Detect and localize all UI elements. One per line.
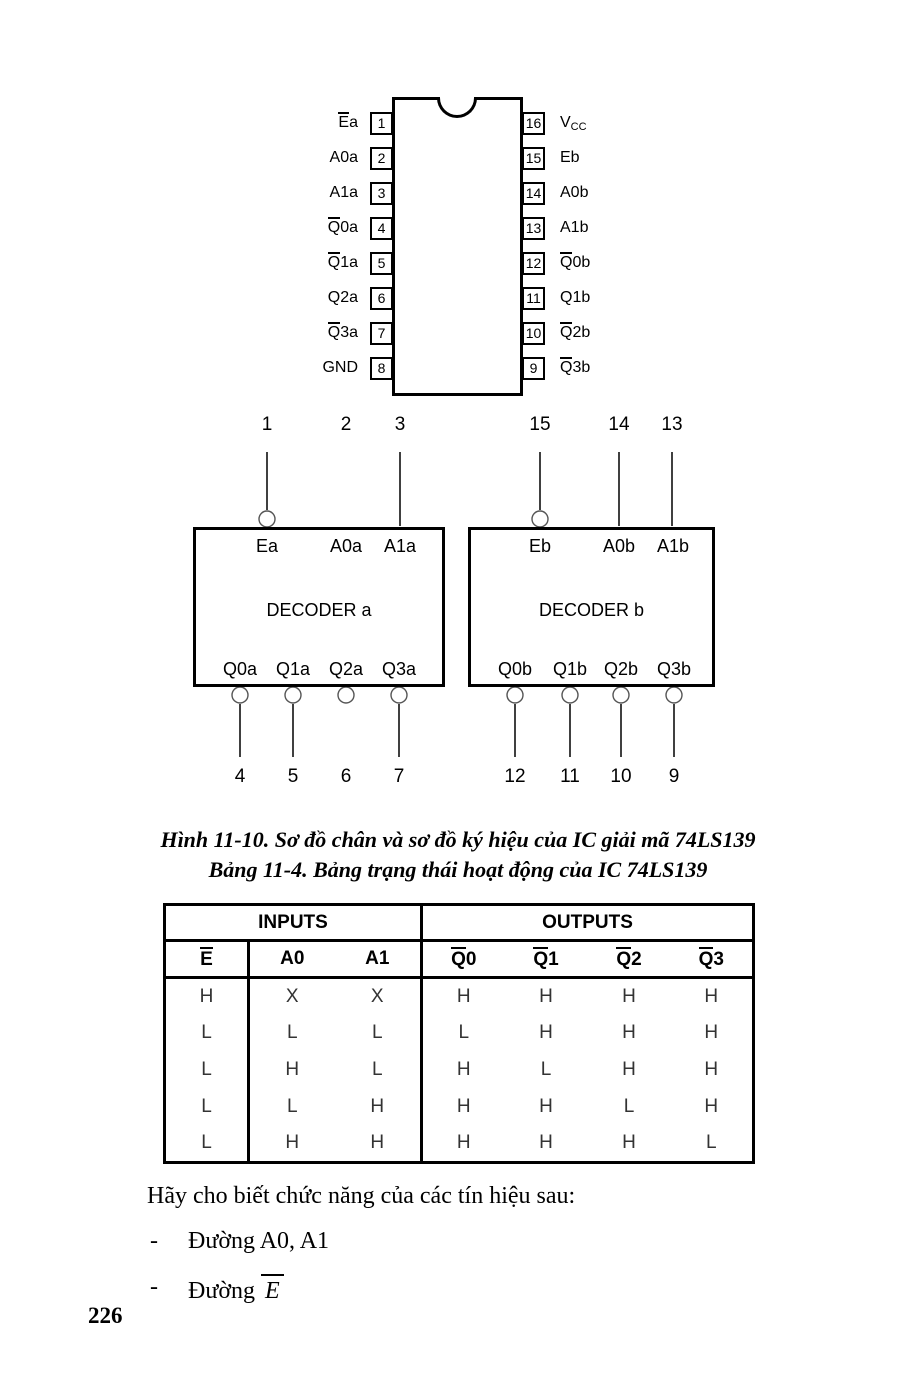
table-group-header-row bbox=[165, 905, 754, 941]
pin-label-GND: GND bbox=[322, 359, 358, 376]
cell: L bbox=[165, 1015, 249, 1052]
cell: H bbox=[704, 1059, 719, 1080]
decoder-a-output-Q3a: Q3a bbox=[381, 659, 417, 679]
cell: H bbox=[456, 1059, 471, 1080]
col-header-Q1: Q1 bbox=[505, 941, 588, 978]
pin-box-13: 13 bbox=[522, 217, 545, 240]
cell: H bbox=[456, 1096, 471, 1117]
cell: H bbox=[335, 1126, 422, 1163]
decoder-a-input-A0a: A0a bbox=[329, 536, 363, 556]
cell: L bbox=[165, 1126, 249, 1163]
decoder-b-output-Q0b: Q0b bbox=[497, 659, 533, 679]
decoder-a-input-Ea: Ea bbox=[255, 536, 279, 556]
sym-pin-10: 10 bbox=[610, 766, 632, 787]
cell: H bbox=[539, 985, 553, 1007]
table-row bbox=[165, 978, 754, 1015]
sym-pin-5: 5 bbox=[287, 766, 299, 787]
pin-box-11: 11 bbox=[522, 287, 545, 310]
pin-label-Ea: Ea bbox=[338, 114, 358, 131]
pin-box-15: 15 bbox=[522, 147, 545, 170]
page-number: 226 bbox=[88, 1303, 123, 1328]
pin-label-VCC: $V_{CC}$ bbox=[560, 114, 587, 133]
sym-pin-1: 1 bbox=[261, 414, 273, 435]
cell: L bbox=[165, 1089, 249, 1126]
sym-pin-2: 2 bbox=[340, 414, 352, 435]
sym-pin-3: 3 bbox=[394, 414, 406, 435]
question-intro: Hãy cho biết chức năng của các tín hiệu sau: bbox=[147, 1183, 576, 1209]
col-header-Q0: Q0 bbox=[422, 941, 505, 978]
pin-label-Q2b: Q2b bbox=[560, 324, 591, 341]
col-header-A1: A1 bbox=[335, 941, 422, 978]
decoder-a-input-A1a: A1a bbox=[383, 536, 417, 556]
pin-box-10: 10 bbox=[522, 322, 545, 345]
pin-label-Q0b: Q0b bbox=[560, 254, 591, 271]
cell: H bbox=[539, 1096, 553, 1117]
sym-pin-11: 11 bbox=[560, 766, 580, 787]
decoder-b-input-A1b: A1b bbox=[656, 536, 690, 556]
table-caption: Bảng 11-4. Bảng trạng thái hoạt động của IC 74LS139 bbox=[208, 857, 708, 882]
decoder-b-output-Q2b: Q2b bbox=[603, 659, 639, 679]
pin-label-Q0a: Q0a bbox=[327, 219, 358, 236]
cell: L bbox=[623, 1096, 635, 1117]
sym-pin-13: 13 bbox=[661, 414, 683, 435]
decoder-a-output-Q2a: Q2a bbox=[328, 659, 364, 679]
pin-label-A0b: A0b bbox=[560, 184, 589, 201]
table-row bbox=[165, 1126, 754, 1163]
pin-box-14: 14 bbox=[522, 182, 545, 205]
cell: H bbox=[704, 1022, 719, 1043]
table-column-header-row bbox=[165, 941, 754, 978]
pin-box-9: 9 bbox=[522, 357, 545, 380]
cell: H bbox=[622, 1022, 636, 1043]
cell: H bbox=[622, 1132, 636, 1154]
pin-label-Q3a: Q3a bbox=[327, 324, 358, 341]
table-row bbox=[165, 1015, 754, 1052]
sym-pin-7: 7 bbox=[393, 766, 405, 787]
decoder-a-title: DECODER a bbox=[266, 600, 372, 620]
cell: H bbox=[539, 1022, 553, 1043]
cell: H bbox=[335, 1089, 422, 1126]
cell: H bbox=[539, 1132, 553, 1154]
sym-pin-15: 15 bbox=[529, 414, 551, 435]
cell: H bbox=[456, 985, 471, 1007]
cell: L bbox=[335, 1015, 422, 1052]
pin-box-5: 5 bbox=[370, 252, 393, 275]
pin-label-A0a: A0a bbox=[329, 149, 358, 166]
question-item-a0-a1: Đường A0, A1 bbox=[188, 1228, 330, 1254]
cell: H bbox=[704, 1096, 719, 1117]
cell: L bbox=[165, 1052, 249, 1089]
cell: X bbox=[335, 978, 422, 1015]
decoder-a-output-Q1a: Q1a bbox=[275, 659, 311, 679]
cell: L bbox=[540, 1059, 552, 1080]
cell: H bbox=[622, 1059, 636, 1080]
pin-label-Eb: Eb bbox=[560, 149, 580, 166]
E-bar-symbol: E bbox=[261, 1274, 284, 1305]
pin-box-6: 6 bbox=[370, 287, 393, 310]
pin-label-A1a: A1a bbox=[329, 184, 358, 201]
cell: X bbox=[285, 985, 299, 1007]
bullet-dash: - bbox=[150, 1228, 158, 1254]
cell: H bbox=[456, 1132, 471, 1154]
cell: L bbox=[335, 1052, 422, 1089]
col-header-Q3: Q3 bbox=[671, 941, 754, 978]
question-item-E: Đường E bbox=[188, 1274, 284, 1305]
decoder-b-input-A0b: A0b bbox=[602, 536, 636, 556]
sym-pin-6: 6 bbox=[340, 766, 352, 787]
decoder-b-output-Q1b: Q1b bbox=[552, 659, 588, 679]
pin-box-4: 4 bbox=[370, 217, 393, 240]
sym-pin-9: 9 bbox=[668, 766, 680, 787]
table-row bbox=[165, 1089, 754, 1126]
decoder-b-input-Eb: Eb bbox=[528, 536, 552, 556]
sym-pin-4: 4 bbox=[234, 766, 246, 787]
pin-label-Q3b: Q3b bbox=[560, 359, 591, 376]
cell: H bbox=[285, 1059, 300, 1080]
pin-label-Q1b: Q1b bbox=[560, 289, 591, 306]
pin-label-Q1a: Q1a bbox=[327, 254, 358, 271]
pin-label-A1b: A1b bbox=[560, 219, 589, 236]
cell: L bbox=[458, 1022, 470, 1043]
pin-box-16: 16 bbox=[522, 112, 545, 135]
pin-box-12: 12 bbox=[522, 252, 545, 275]
group-header-inputs: INPUTS bbox=[165, 905, 422, 941]
cell: H bbox=[622, 985, 636, 1007]
table-row bbox=[165, 1052, 754, 1089]
ic-package-body bbox=[392, 97, 523, 396]
col-header-E: E bbox=[165, 941, 249, 978]
sym-pin-14: 14 bbox=[608, 414, 630, 435]
col-header-Q2: Q2 bbox=[588, 941, 671, 978]
bullet-dash: - bbox=[150, 1274, 158, 1300]
figure-caption: Hình 11-10. Sơ đồ chân và sơ đồ ký hiệu của IC giải mã 74LS139 bbox=[160, 827, 756, 852]
cell: L bbox=[286, 1022, 298, 1043]
pin-box-1: 1 bbox=[370, 112, 393, 135]
cell: H bbox=[285, 1132, 300, 1154]
col-header-A0: A0 bbox=[249, 941, 335, 978]
pin-box-3: 3 bbox=[370, 182, 393, 205]
sym-pin-12: 12 bbox=[504, 766, 526, 787]
cell: H bbox=[704, 985, 719, 1007]
group-header-outputs: OUTPUTS bbox=[422, 905, 754, 941]
decoder-a-output-Q0a: Q0a bbox=[222, 659, 258, 679]
truth-table bbox=[163, 903, 755, 1164]
cell: L bbox=[286, 1096, 298, 1117]
pin-box-8: 8 bbox=[370, 357, 393, 380]
pin-box-7: 7 bbox=[370, 322, 393, 345]
pin-box-2: 2 bbox=[370, 147, 393, 170]
cell: H bbox=[165, 978, 249, 1015]
decoder-b-output-Q3b: Q3b bbox=[656, 659, 692, 679]
decoder-b-title: DECODER b bbox=[538, 600, 645, 620]
pin-label-Q2a: Q2a bbox=[327, 289, 358, 306]
cell: L bbox=[705, 1132, 717, 1154]
